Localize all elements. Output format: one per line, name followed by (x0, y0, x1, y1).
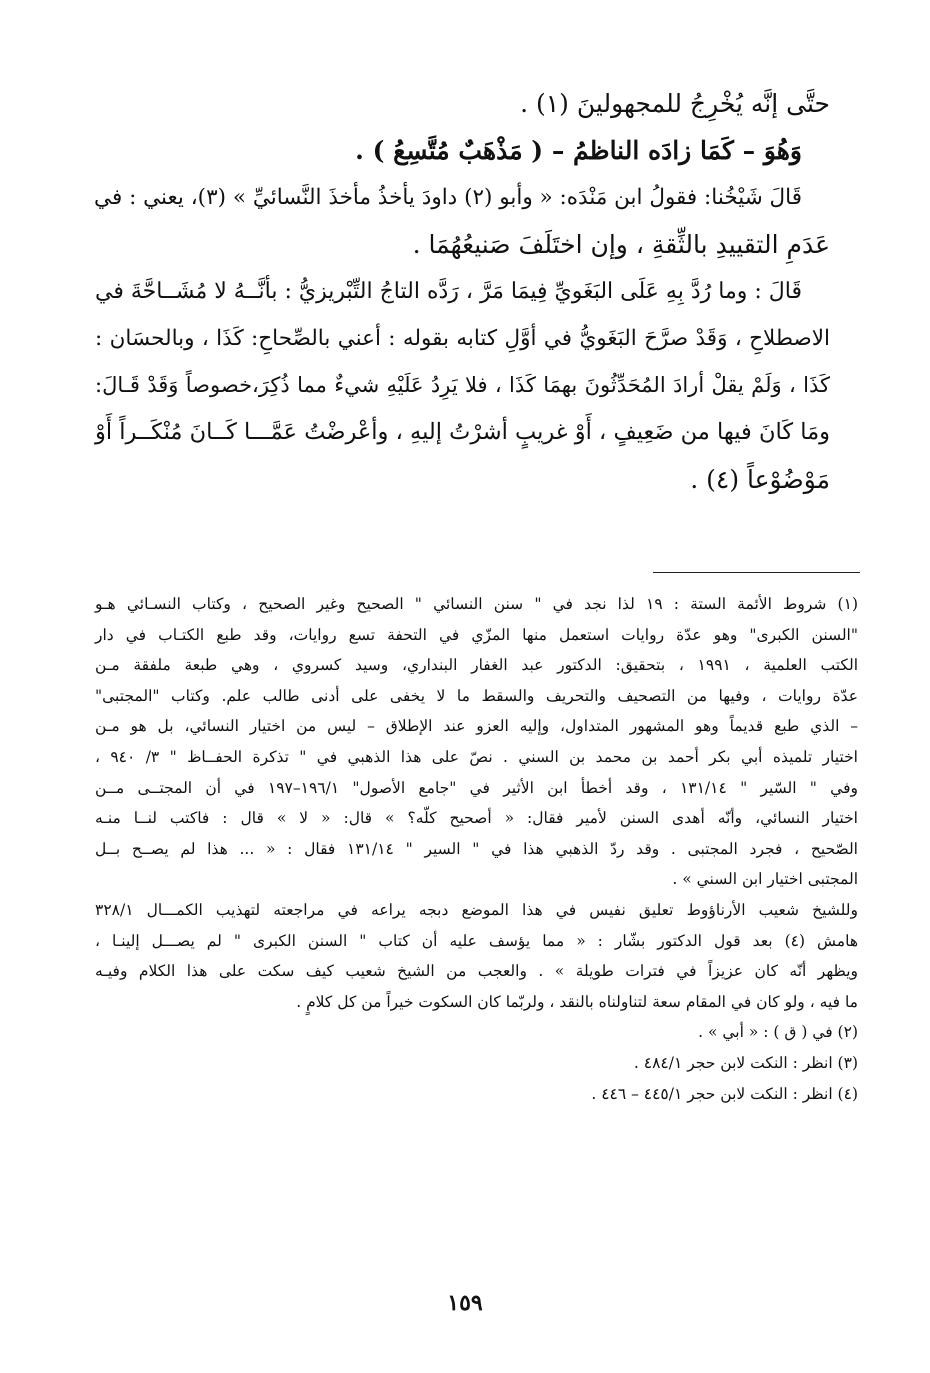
main-line: حتَّى إنَّه يُخْرِجُ للمجهولينَ (١) . (520, 89, 830, 118)
main-text (95, 80, 830, 503)
footnote-line: اختيار تلميذه أبي بكر أحمد بن محمد بن السني . نصّ على هذا الذهبي في " تذكرة الحفــاظ " ٣/ ٩٤٠ ، (95, 747, 858, 766)
main-line: قَالَ شَيْخُنا: فقولُ ابن مَنْدَه: « وأبو (٢) داودَ يأخذُ مأخذَ النَّسائيِّ » (٣)، يعني : في (94, 185, 802, 210)
footnote-line: عدّة روايات ، وفيها من التصحيف والتحريف والسقط ما لا يخفى على أدنى طالب علم. وكتاب "المجتبى" (95, 686, 858, 705)
main-line: الاصطلاحِ ، وَقَدْ صرَّحَ البَغَويُّ في أوَّلِ كتابه بقوله : أعني بالصِّحاحِ: كَذَا ، وبالحسَان : (95, 326, 830, 351)
main-line: كَذَا ، وَلَمْ يقلْ أرادَ المُحَدِّثُونَ بهمَا كَذَا ، فلا يَرِدُ عَلَيْهِ شيءٌ مما ذُكِرَ،خصوصاً وَقَدْ قَـالَ: (95, 373, 830, 397)
footnote-line: (٢) في ( ق ) : « أبي » . (698, 1023, 858, 1042)
main-line: قَالَ : وما رُدَّ بِهِ عَلَى البَغَويِّ فِيمَا مَرَّ ، رَدَّه التاجُ التِّبْريزيُّ : بأنَّــهُ لا مُشَــاحَّةَ في (95, 279, 802, 304)
footnote-line: (٤) انظر : النكت لابن حجر ٤٤٥/١ – ٤٤٦ . (591, 1084, 858, 1103)
footnote-line: (١) شروط الأئمة الستة : ١٩ لذا نجد في " سنن النسائي " الصحيح وغير الصحيح ، وكتاب النسـائي هـو (95, 595, 858, 613)
footnote-separator (653, 572, 860, 573)
main-line: مَوْضُوْعاً (٤) . (690, 465, 830, 494)
footnote-line: "السنن الكبرى" وهو عدّة روايات استعمل منها المزّي في التحفة تسع روايات، وقد طبع الكتـاب في دار (95, 625, 858, 644)
footnote-line: هامش (٤) بعد قول الدكتور بشّار : « مما يؤسف عليه أن كتاب " السنن الكبرى " لم يصـــل إلينـا ، (95, 931, 858, 950)
footnote-line: ما فيه ، ولو كان في المقام سعة لتناولناه بالنقد ، ولربّما كان السكوت خيراً من كل كلامٍ . (296, 992, 858, 1011)
footnote-line: المجتبى اختيار ابن السني » . (672, 870, 858, 889)
footnote-line: الكتب العلمية ، ١٩٩١ ، بتحقيق: الدكتور عبد الغفار البنداري، وسيد كسروي ، وهي طبعة ملفقة مـن (95, 656, 859, 675)
footnote-line: وفي " السّير " ١٣١/١٤ ، وقد أخطأ ابن الأثير في "جامع الأصول" ١٩٦/١–١٩٧ في أن المجتــى مــن (95, 778, 858, 797)
main-line: وَهُوَ – كَمَا زادَه الناظمُ – ( مَذْهَبٌ مُتَّسِعُ ) . (355, 136, 802, 165)
main-line: ومَا كَانَ فيها من ضَعِيفٍ ، أَوْ غريبٍ أشرْتُ إليهِ ، وأعْرضْتُ عَمَّـــا كَــانَ مُنْكَــراً أَوْ (95, 419, 830, 445)
footnote-line: اختيار النسائي، وأنّه أهدى السنن لأمير فقال: « أصحيح كلّه؟ » قال: « لا » قال : فاكتب لنــا منـه (95, 809, 858, 828)
footnote-line: ويظهر أنّه كان عزيزاً في فترات طويلة » . والعجب من الشيخ شعيب كيف سكت على هذا الكلام وفيـه (95, 962, 858, 981)
footnotes (95, 589, 858, 1109)
main-line: عَدَمِ التقييدِ بالثِّقةِ ، وإن اختَلَفَ صَنيعُهُمَا . (412, 230, 830, 259)
footnote-line: الصّحيح ، فجرد المجتبى . وقد ردّ الذهبي هذا في " السير " ١٣١/١٤ فقال : « ... هذا لم يصــح بــل (95, 839, 858, 858)
footnote-line: – الذي طبع قديماً وهو المشهور المتداول، وإليه العزو عند الإطلاق – ليس من اختيار النسائي، بل هو مـن (95, 717, 858, 736)
footnote-line: وللشيخ شعيب الأرناؤوط تعليق نفيس في هذا الموضع دبجه يراعه في مراجعته لتهذيب الكمـــال ٣٢٨/١ (95, 900, 858, 919)
footnote-line: (٣) انظر : النكت لابن حجر ٤٨٤/١ . (633, 1053, 858, 1072)
page-number: ١٥٩ (447, 1290, 483, 1316)
